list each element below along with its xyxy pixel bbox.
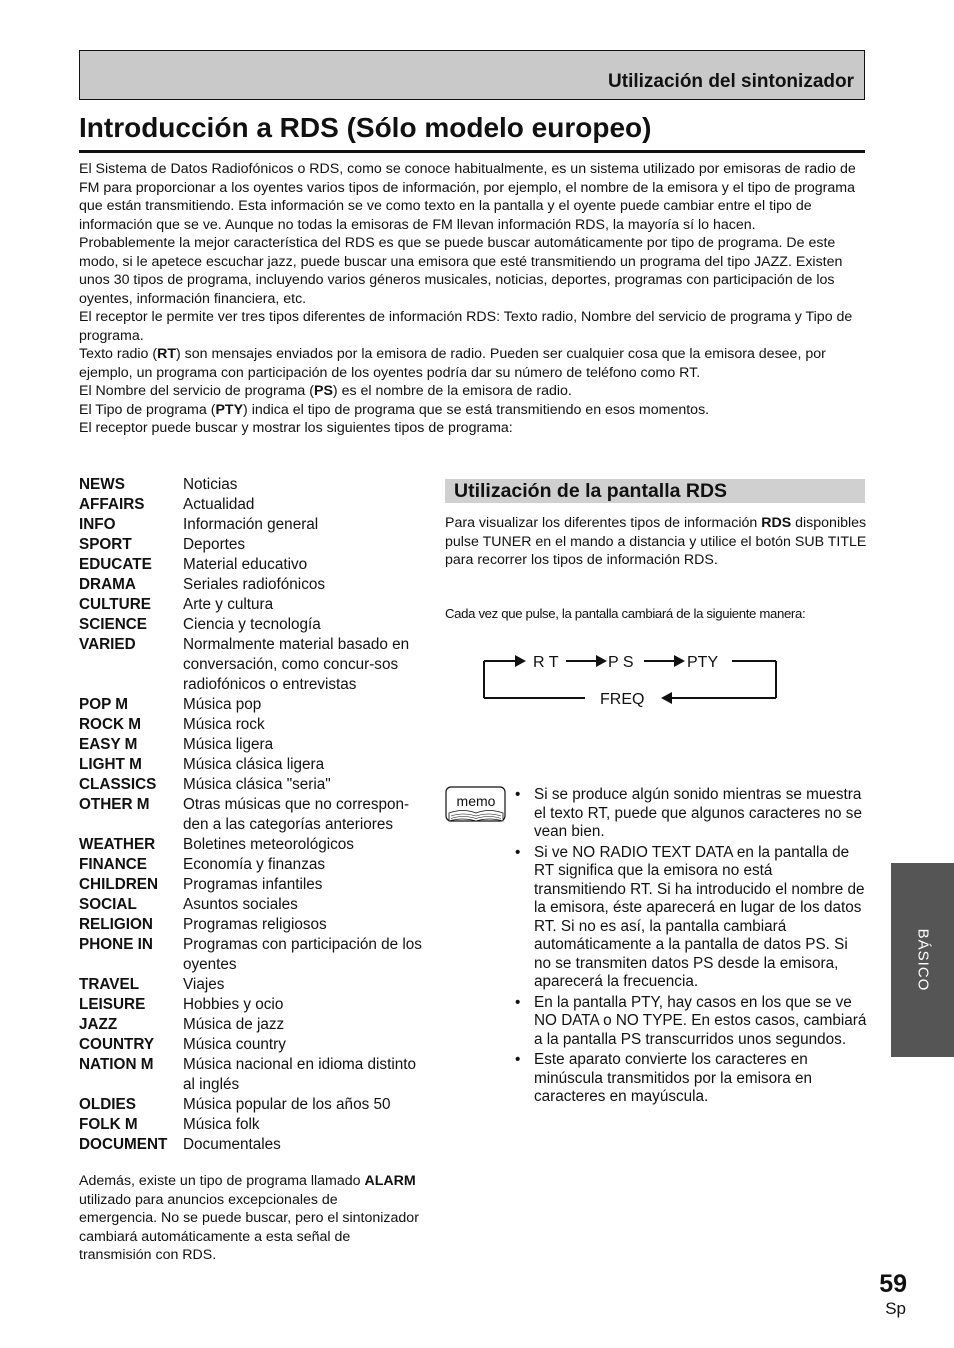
program-type-code: JAZZ xyxy=(79,1016,118,1033)
program-type-code: LEISURE xyxy=(79,996,146,1013)
cycle-ps: P S xyxy=(608,654,634,671)
program-type-row xyxy=(79,835,424,855)
arrow-left-icon xyxy=(661,692,672,704)
program-type-row xyxy=(79,515,424,535)
program-type-description: Deportes xyxy=(183,536,246,553)
program-type-description: Programas infantiles xyxy=(183,876,323,893)
program-type-description: Asuntos sociales xyxy=(183,896,298,913)
program-type-description: Normalmente material basado en conversación, como concur-sos radiofónicos o entrevistas xyxy=(183,636,410,693)
program-type-code: POP M xyxy=(79,696,129,713)
program-type-code: OLDIES xyxy=(79,1096,136,1113)
program-type-code: DRAMA xyxy=(79,576,136,593)
program-type-row xyxy=(79,895,424,915)
cycle-rt: R T xyxy=(533,654,559,671)
program-type-code: ROCK M xyxy=(79,716,142,733)
program-type-description: Música ligera xyxy=(183,736,274,753)
program-type-code: NATION M xyxy=(79,1056,154,1073)
program-type-row xyxy=(79,775,424,795)
bullet: • xyxy=(515,843,521,861)
intro-paragraph: El receptor le permite ver tres tipos diferentes de información RDS: Texto radio, Nombre del servicio de programa y Tipo de programa. xyxy=(79,309,853,344)
memo-icon xyxy=(445,786,507,826)
section-title: Utilización del sintonizador xyxy=(608,71,854,92)
program-type-code: CULTURE xyxy=(79,596,151,613)
program-type-row xyxy=(79,1135,424,1155)
rds-cycle-diagram xyxy=(480,648,780,710)
program-type-description: Música nacional en idioma distinto al inglés xyxy=(183,1056,416,1093)
program-type-row xyxy=(79,795,424,835)
program-type-row xyxy=(79,615,424,635)
title-rule xyxy=(79,150,865,153)
program-type-row xyxy=(79,995,424,1015)
intro-paragraph: El Nombre del servicio de programa (PS) es el nombre de la emisora de radio. xyxy=(79,383,572,399)
program-type-code: SPORT xyxy=(79,536,132,553)
program-type-row xyxy=(79,595,424,615)
program-type-code: LIGHT M xyxy=(79,756,142,773)
program-type-code: COUNTRY xyxy=(79,1036,155,1053)
program-type-code: RELIGION xyxy=(79,916,153,933)
cycle-freq: FREQ xyxy=(600,691,645,708)
program-type-description: Música folk xyxy=(183,1116,260,1133)
bullet: • xyxy=(515,993,521,1011)
program-type-row xyxy=(79,1015,424,1035)
memo-notes xyxy=(515,786,867,1109)
program-type-row xyxy=(79,575,424,595)
program-type-code: WEATHER xyxy=(79,836,156,853)
page-number: 59 xyxy=(879,1270,907,1298)
program-type-description: Música clásica ligera xyxy=(183,756,325,773)
program-type-description: Música rock xyxy=(183,716,265,733)
program-type-description: Noticias xyxy=(183,476,238,493)
program-type-description: Música popular de los años 50 xyxy=(183,1096,391,1113)
cycle-pty: PTY xyxy=(687,654,719,671)
program-type-code: DOCUMENT xyxy=(79,1136,168,1153)
program-type-code: EASY M xyxy=(79,736,138,753)
program-type-description: Boletines meteorológicos xyxy=(183,836,354,853)
program-type-code: CHILDREN xyxy=(79,876,159,893)
program-type-row xyxy=(79,875,424,895)
memo-note: • En la pantalla PTY, hay casos en los que se ve NO DATA o NO TYPE. En estos casos, cambiará a la pantalla PS transcurridos unos segundos. xyxy=(515,993,867,1048)
program-type-code: CLASSICS xyxy=(79,776,157,793)
program-type-row xyxy=(79,535,424,555)
bullet: • xyxy=(515,786,521,803)
program-type-row xyxy=(79,975,424,995)
program-type-code: TRAVEL xyxy=(79,976,140,993)
bullet: • xyxy=(515,1051,521,1068)
rds-display-heading-bar xyxy=(445,479,865,503)
program-type-row xyxy=(79,1035,424,1055)
program-type-row xyxy=(79,635,424,695)
intro-paragraph: Probablemente la mejor característica del RDS es que se puede buscar automáticamente por tipo de programa. De este modo, si le apetece escuchar jazz, puede buscar una emisora que esté transmitiendo un programa del tipo JAZZ. Existen unos 30 tipos de programa, incluyendo varios géneros musicales, noticias, deportes, programas con participación de los oyentes, información financiera, etc. xyxy=(79,235,843,307)
memo-note: • Si ve NO RADIO TEXT DATA en la pantalla de RT significa que la emisora no está transmitiendo RT. Si ha introducido el nombre de la emisora, éste aparecerá en lugar de los datos RT. Si no es así, la pantalla cambiará automáticamente a la pantalla de datos PS. Si no se transmiten datos PS desde la emisora, aparecerá la frecuencia. xyxy=(515,843,865,990)
program-type-code: SOCIAL xyxy=(79,896,137,913)
program-type-code: EDUCATE xyxy=(79,556,152,573)
program-type-code: PHONE IN xyxy=(79,936,153,953)
page-language: Sp xyxy=(885,1299,906,1318)
program-type-row xyxy=(79,735,424,755)
intro-paragraph: El receptor puede buscar y mostrar los siguientes tipos de programa: xyxy=(79,420,513,436)
program-type-description: Economía y finanzas xyxy=(183,856,325,873)
program-type-row xyxy=(79,555,424,575)
program-type-row xyxy=(79,495,424,515)
program-type-description: Documentales xyxy=(183,1136,281,1153)
program-type-code: VARIED xyxy=(79,636,136,653)
program-type-code: NEWS xyxy=(79,476,125,493)
program-type-code: SCIENCE xyxy=(79,616,147,633)
alarm-paragraph: Además, existe un tipo de programa llamado ALARM utilizado para anuncios excepcionales de emergencia. No se puede buscar, pero el sintonizador cambiará automáticamente a esta señal de transmisión con RDS. xyxy=(79,1173,419,1263)
rds-display-heading: Utilización de la pantalla RDS xyxy=(454,480,728,502)
program-type-code: AFFAIRS xyxy=(79,496,145,513)
program-type-code: FOLK M xyxy=(79,1116,138,1133)
program-type-description: Actualidad xyxy=(183,496,255,513)
side-tab xyxy=(891,863,954,1057)
page-title: Introducción a RDS (Sólo modelo europeo) xyxy=(79,112,652,143)
program-type-code: INFO xyxy=(79,516,116,533)
program-type-list xyxy=(79,475,424,1155)
program-type-row xyxy=(79,1055,424,1095)
program-type-description: Información general xyxy=(183,516,319,533)
program-type-row xyxy=(79,935,424,975)
program-type-description: Ciencia y tecnología xyxy=(183,616,321,633)
program-type-row xyxy=(79,715,424,735)
program-type-row xyxy=(79,695,424,715)
arrow-right-icon xyxy=(515,655,526,667)
program-type-code: FINANCE xyxy=(79,856,147,873)
program-type-code: OTHER M xyxy=(79,796,150,813)
rds-display-instructions: Para visualizar los diferentes tipos de información RDS disponibles pulse TUNER en el mando a distancia y utilice el botón SUB TITLE para recorrer los tipos de información RDS. xyxy=(445,515,867,568)
program-type-description: Música pop xyxy=(183,696,262,713)
program-type-row xyxy=(79,475,424,495)
program-type-description: Música country xyxy=(183,1036,286,1053)
program-type-row xyxy=(79,915,424,935)
program-type-description: Hobbies y ocio xyxy=(183,996,284,1013)
cycle-intro: Cada vez que pulse, la pantalla cambiará de la siguiente manera: xyxy=(445,606,806,621)
intro-paragraph: Texto radio (RT) son mensajes enviados por la emisora de radio. Pueden ser cualquier cosa que la emisora desee, por ejemplo, un programa con participación de los oyentes podría dar su número de teléfono como RT. xyxy=(79,346,826,381)
section-header-bar xyxy=(79,50,865,100)
intro-paragraph: El Sistema de Datos Radiofónicos o RDS, como se conoce habitualmente, es un sistema utilizado por emisoras de radio de FM para proporcionar a los oyentes varios tipos de información, por ejemplo, el nombre de la emisora y el tipo de programa que están transmitiendo. Esta información se ve como texto en la pantalla y el oyente puede cambiar entre el tipo de información que se ve. Aunque no todas la emisoras de FM llevan información RDS, la mayoría sí lo hacen. xyxy=(79,161,856,233)
program-type-description: Seriales radiofónicos xyxy=(183,576,325,593)
program-type-description: Otras músicas que no correspon-den a las categorías anteriores xyxy=(183,796,410,833)
program-type-row xyxy=(79,1115,424,1135)
program-type-row xyxy=(79,755,424,775)
program-type-row xyxy=(79,855,424,875)
arrow-right-icon xyxy=(596,655,607,667)
program-type-description: Viajes xyxy=(183,976,225,993)
program-type-description: Programas religiosos xyxy=(183,916,327,933)
program-type-description: Material educativo xyxy=(183,556,308,573)
side-tab-label: BÁSICO xyxy=(914,928,931,992)
intro-paragraph: El Tipo de programa (PTY) indica el tipo de programa que se está transmitiendo en esos momentos. xyxy=(79,401,710,418)
intro-text xyxy=(79,160,869,438)
program-type-description: Música clásica "seria" xyxy=(183,776,331,793)
program-type-description: Arte y cultura xyxy=(183,596,274,613)
program-type-row xyxy=(79,1095,424,1115)
memo-note: • Este aparato convierte los caracteres en minúscula transmitidos por la emisora en caracteres en mayúscula. xyxy=(515,1051,813,1105)
memo-label: memo xyxy=(456,793,496,809)
memo-note: • Si se produce algún sonido mientras se muestra el texto RT, puede que algunos caracteres no se vean bien. xyxy=(515,786,862,840)
arrow-right-icon xyxy=(674,655,685,667)
program-type-description: Programas con participación de los oyentes xyxy=(183,936,422,973)
program-type-description: Música de jazz xyxy=(183,1016,285,1033)
